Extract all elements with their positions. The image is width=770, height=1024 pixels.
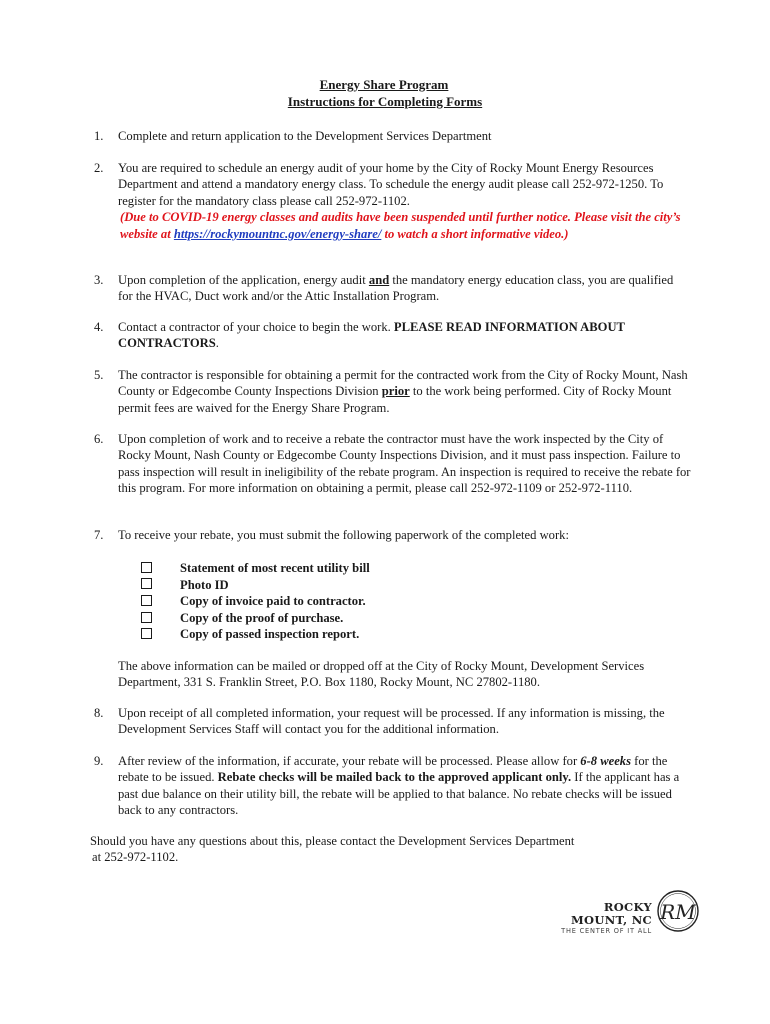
checklist-item: Copy of the proof of purchase. xyxy=(141,610,370,627)
checkbox[interactable] xyxy=(141,595,152,606)
covid-notice: (Due to COVID-19 energy classes and audits have been suspended until further notice. Please visit the city’s website at https://rockymountnc.gov/energy-share/ to watch a short informative video.) xyxy=(120,210,681,241)
paperwork-checklist xyxy=(141,560,370,643)
instruction-item-8: 8. Upon receipt of all completed information, your request will be processed. If any information is missing, the Development Services Staff will contact you for the additional information. xyxy=(94,706,665,737)
instruction-item-4: 4. Contact a contractor of your choice to begin the work. PLEASE READ INFORMATION ABOUT CONTRACTORS. xyxy=(94,320,625,351)
checklist-item: Statement of most recent utility bill xyxy=(141,560,370,577)
document-title: Energy Share Program xyxy=(319,77,449,92)
rm-seal-icon xyxy=(656,889,700,933)
closing-text: Should you have any questions about this, please contact the Development Services Department at 252-972-1102. xyxy=(90,834,575,865)
instruction-item-7: 7. To receive your rebate, you must submit the following paperwork of the completed work: xyxy=(94,528,569,542)
checkbox[interactable] xyxy=(141,578,152,589)
checklist-item: Copy of passed inspection report. xyxy=(141,626,370,643)
checkbox[interactable] xyxy=(141,628,152,639)
rocky-mount-logo xyxy=(548,889,703,935)
instruction-item-3: 3. Upon completion of the application, energy audit and the mandatory energy education class, you are qualified for the HVAC, Duct work and/or the Attic Installation Program. xyxy=(94,273,674,304)
document-heading xyxy=(0,76,770,110)
document-subtitle: Instructions for Completing Forms xyxy=(287,94,483,109)
instruction-item-1: 1. Complete and return application to the Development Services Department xyxy=(94,129,492,143)
instruction-item-6: 6. Upon completion of work and to receive a rebate the contractor must have the work inspected by the City of Rocky Mount, Nash County or Edgecombe County Inspections Division, and it must pass inspection. Failure to pass inspection will result in ineligibility of the rebate program. An inspection is required to receive the rebate for this program. For more information on obtaining a permit, please call 252-972-1109 or 252-972-1110. xyxy=(94,432,691,496)
instruction-item-2: 2. You are required to schedule an energy audit of your home by the City of Rocky Mount Energy Resources Department and attend a mandatory energy class. To schedule the energy audit please call 252-972-1250. To register for the mandatory class please call 252-972-1102. (Due to COVID-19 energy classes and audits have been suspended until further notice. Please visit the city’s website at https://rockymountnc.gov/energy-share/ to watch a short informative video.) xyxy=(90,160,702,242)
logo-name: ROCKY MOUNT, NC xyxy=(571,900,652,927)
instruction-item-5: 5. The contractor is responsible for obtaining a permit for the contracted work from the City of Rocky Mount, Nash County or Edgecombe County Inspections Division prior to the work being performed. City of Rocky Mount permit fees are waived for the Energy Share Program. xyxy=(94,368,688,415)
mailing-note: The above information can be mailed or dropped off at the City of Rocky Mount, Development Services Department, 331 S. Franklin Street, P.O. Box 1180, Rocky Mount, NC 27802-1180. xyxy=(118,659,645,690)
instruction-item-9: 9. After review of the information, if accurate, your rebate will be processed. Please allow for 6-8 weeks for the rebate to be issued. Rebate checks will be mailed back to the approved applicant only. If the applicant has a past due balance on their utility bill, the rebate will be applied to that balance. No rebate checks will be issued back to any contractors. xyxy=(94,754,680,818)
checkbox[interactable] xyxy=(141,612,152,623)
checklist-item: Copy of invoice paid to contractor. xyxy=(141,593,370,610)
logo-tagline: THE CENTER OF IT ALL xyxy=(561,927,652,935)
svg-text:RM: RM xyxy=(660,900,696,924)
checklist-item: Photo ID xyxy=(141,577,370,594)
checkbox[interactable] xyxy=(141,562,152,573)
energy-share-link[interactable]: https://rockymountnc.gov/energy-share/ xyxy=(173,226,382,241)
